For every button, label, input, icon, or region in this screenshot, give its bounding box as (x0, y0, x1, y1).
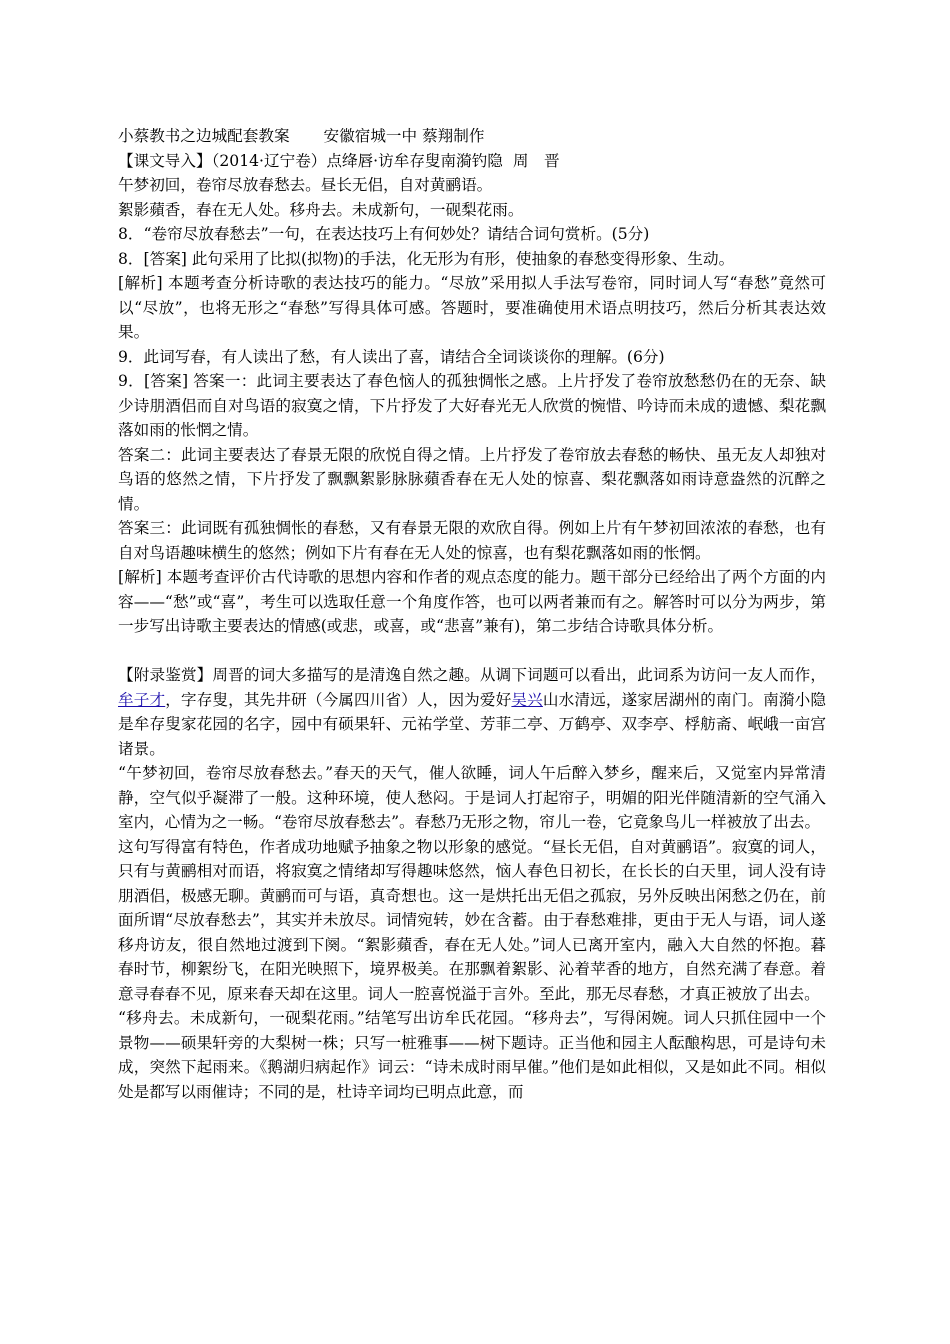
intro-author: 周 晋 (512, 151, 560, 170)
header-left: 小蔡教书之边城配套教案 (118, 127, 290, 145)
answer-8: 8．[答案] 此句采用了比拟(拟物)的手法，化无形为有形，使抽象的春愁变得形象、生动。 (118, 249, 735, 268)
answer-9-option-2: 答案二：此词主要表达了春景无限的欣悦自得之情。上片抒发了卷帘放去春愁的畅快、虽无友人却独对鸟语的悠然之情，下片抒发了飘飘絮影脉脉蘋香春在无人处的惊喜、梨花飘落如雨诗意盎然的沉醉之情。 (118, 445, 826, 513)
appendix-paragraph-3: 这句写得富有特色，作者成功地赋予抽象之物以形象的感觉。“昼长无侣，自对黄鹂语”。寂寞的词人，只有与黄鹂相对而语，将寂寞之情绪却写得趣味悠然，恼人春色日初长，在长长的白天里，词人没有诗朋酒侣，极感无聊。黄鹂而可与语，真奇想也。这一是烘托出无侣之孤寂，另外反映出闲愁之仍在，前面所谓“尽放春愁去”，其实并未放尽。词情宛转，妙在含蓄。由于春愁难排，更由于无人与语，词人遂移舟访友，很自然地过渡到下阕。“絮影蘋香，春在无人处。”词人已离开室内，融入大自然的怀抱。暮春时节，柳絮纷飞，在阳光映照下，境界极美。在那飘着絮影、沁着苹香的地方，自然充满了春意。着意寻春春不见，原来春天却在这里。词人一腔喜悦溢于言外。至此，那无尽春愁，才真正被放了出去。 (118, 837, 826, 1003)
analysis-8: [解析] 本题考查分析诗歌的表达技巧的能力。“尽放”采用拟人手法写卷帘，同时词人写“春愁”竟然可以“尽放”，也将无形之“春愁”写得具体可感。答题时，要准确使用术语点明技巧，然后分析其表达效果。 (118, 274, 826, 341)
document-header (118, 124, 826, 149)
link-mou-zicai[interactable]: 牟子才 (118, 690, 166, 709)
intro-line (118, 149, 826, 174)
header-right: 安徽宿城一中 蔡翔制作 (323, 127, 485, 145)
appendix-label: 【附录鉴赏】 (118, 666, 213, 684)
intro-label: 【课文导入】 (118, 151, 212, 170)
appendix-paragraph-4: “移舟去。未成新句，一砚梨花雨。”结笔写出访牟氏花园。“移舟去”，写得闲婉。词人只抓住园中一个景物——硕果轩旁的大梨树一株；只写一桩雅事——树下题诗。正当他和园主人酝酿构思，可是诗句未成，突然下起雨来。《鹅湖归病起作》词云：“诗未成时雨早催。”他们是如此相似，又是如此不同。相似处是都写以雨催诗；不同的是，杜诗辛词均已明点此意，而 (118, 1009, 826, 1101)
answer-9-option-1: 9．[答案] 答案一：此词主要表达了春色恼人的孤独惆怅之感。上片抒发了卷帘放愁愁仍在的无奈、缺少诗朋酒侣而自对鸟语的寂寞之情，下片抒发了大好春光无人欣赏的惋惜、吟诗而未成的遗憾、梨花飘落如雨的怅惘之情。 (118, 372, 826, 439)
answer-9-option-3: 答案三：此词既有孤独惆怅的春愁，又有春景无限的欢欣自得。例如上片有午梦初回浓浓的春愁，也有自对鸟语趣味横生的悠然；例如下片有春在无人处的惊喜，也有梨花飘落如雨的怅惘。 (118, 519, 826, 562)
intro-source: （2014·辽宁卷）点绛唇·访牟存叟南漪钓隐 (211, 151, 503, 170)
appendix-paragraph-2: “午梦初回，卷帘尽放春愁去。”春天的天气，催人欲睡，词人午后醉入梦乡，醒来后，又觉室内异常清静，空气似乎凝滞了一般。这种环境，使人愁闷。于是词人打起帘子，明媚的阳光伴随清新的空气涌入室内，心情为之一畅。“卷帘尽放春愁去”。春愁乃无形之物，帘儿一卷，它竟象鸟儿一样被放了出去。 (118, 764, 826, 831)
analysis-9: [解析] 本题考查评价古代诗歌的思想内容和作者的观点态度的能力。题干部分已经给出了两个方面的内容——“愁”或“喜”，考生可以选取任意一个角度作答，也可以两者兼而有之。解答时可以分为两步，第一步写出诗歌主要表达的情感(或悲，或喜，或“悲喜”兼有)，第二步结合诗歌具体分析。 (118, 568, 826, 635)
question-8: 8．“卷帘尽放春愁去”一句，在表达技巧上有何妙处？请结合词句赏析。(5分) (118, 225, 650, 243)
link-wuxing[interactable]: 吴兴 (511, 690, 543, 709)
poem-line-2: 絮影蘋香，春在无人处。移舟去。未成新句，一砚梨花雨。 (118, 200, 524, 219)
question-9: 9．此词写春，有人读出了愁，有人读出了喜，请结合全词谈谈你的理解。(6分) (118, 347, 665, 366)
poem-line-1: 午梦初回，卷帘尽放春愁去。昼长无侣，自对黄鹂语。 (118, 176, 493, 194)
document-page (118, 124, 826, 1104)
paragraph-gap (118, 639, 826, 664)
appendix-paragraph-1: 【附录鉴赏】周晋的词大多描写的是清逸自然之趣。从调下词题可以看出，此词系为访问一友人而作，牟子才，字存叟，其先井研（今属四川省）人，因为爱好吴兴山水清远，遂家居湖州的南门。南漪小隐是牟存叟家花园的名字，园中有硕果轩、元祐学堂、芳菲二亭、万鹤亭、双李亭、桴舫斋、岷峨一亩宫诸景。 (118, 666, 826, 758)
